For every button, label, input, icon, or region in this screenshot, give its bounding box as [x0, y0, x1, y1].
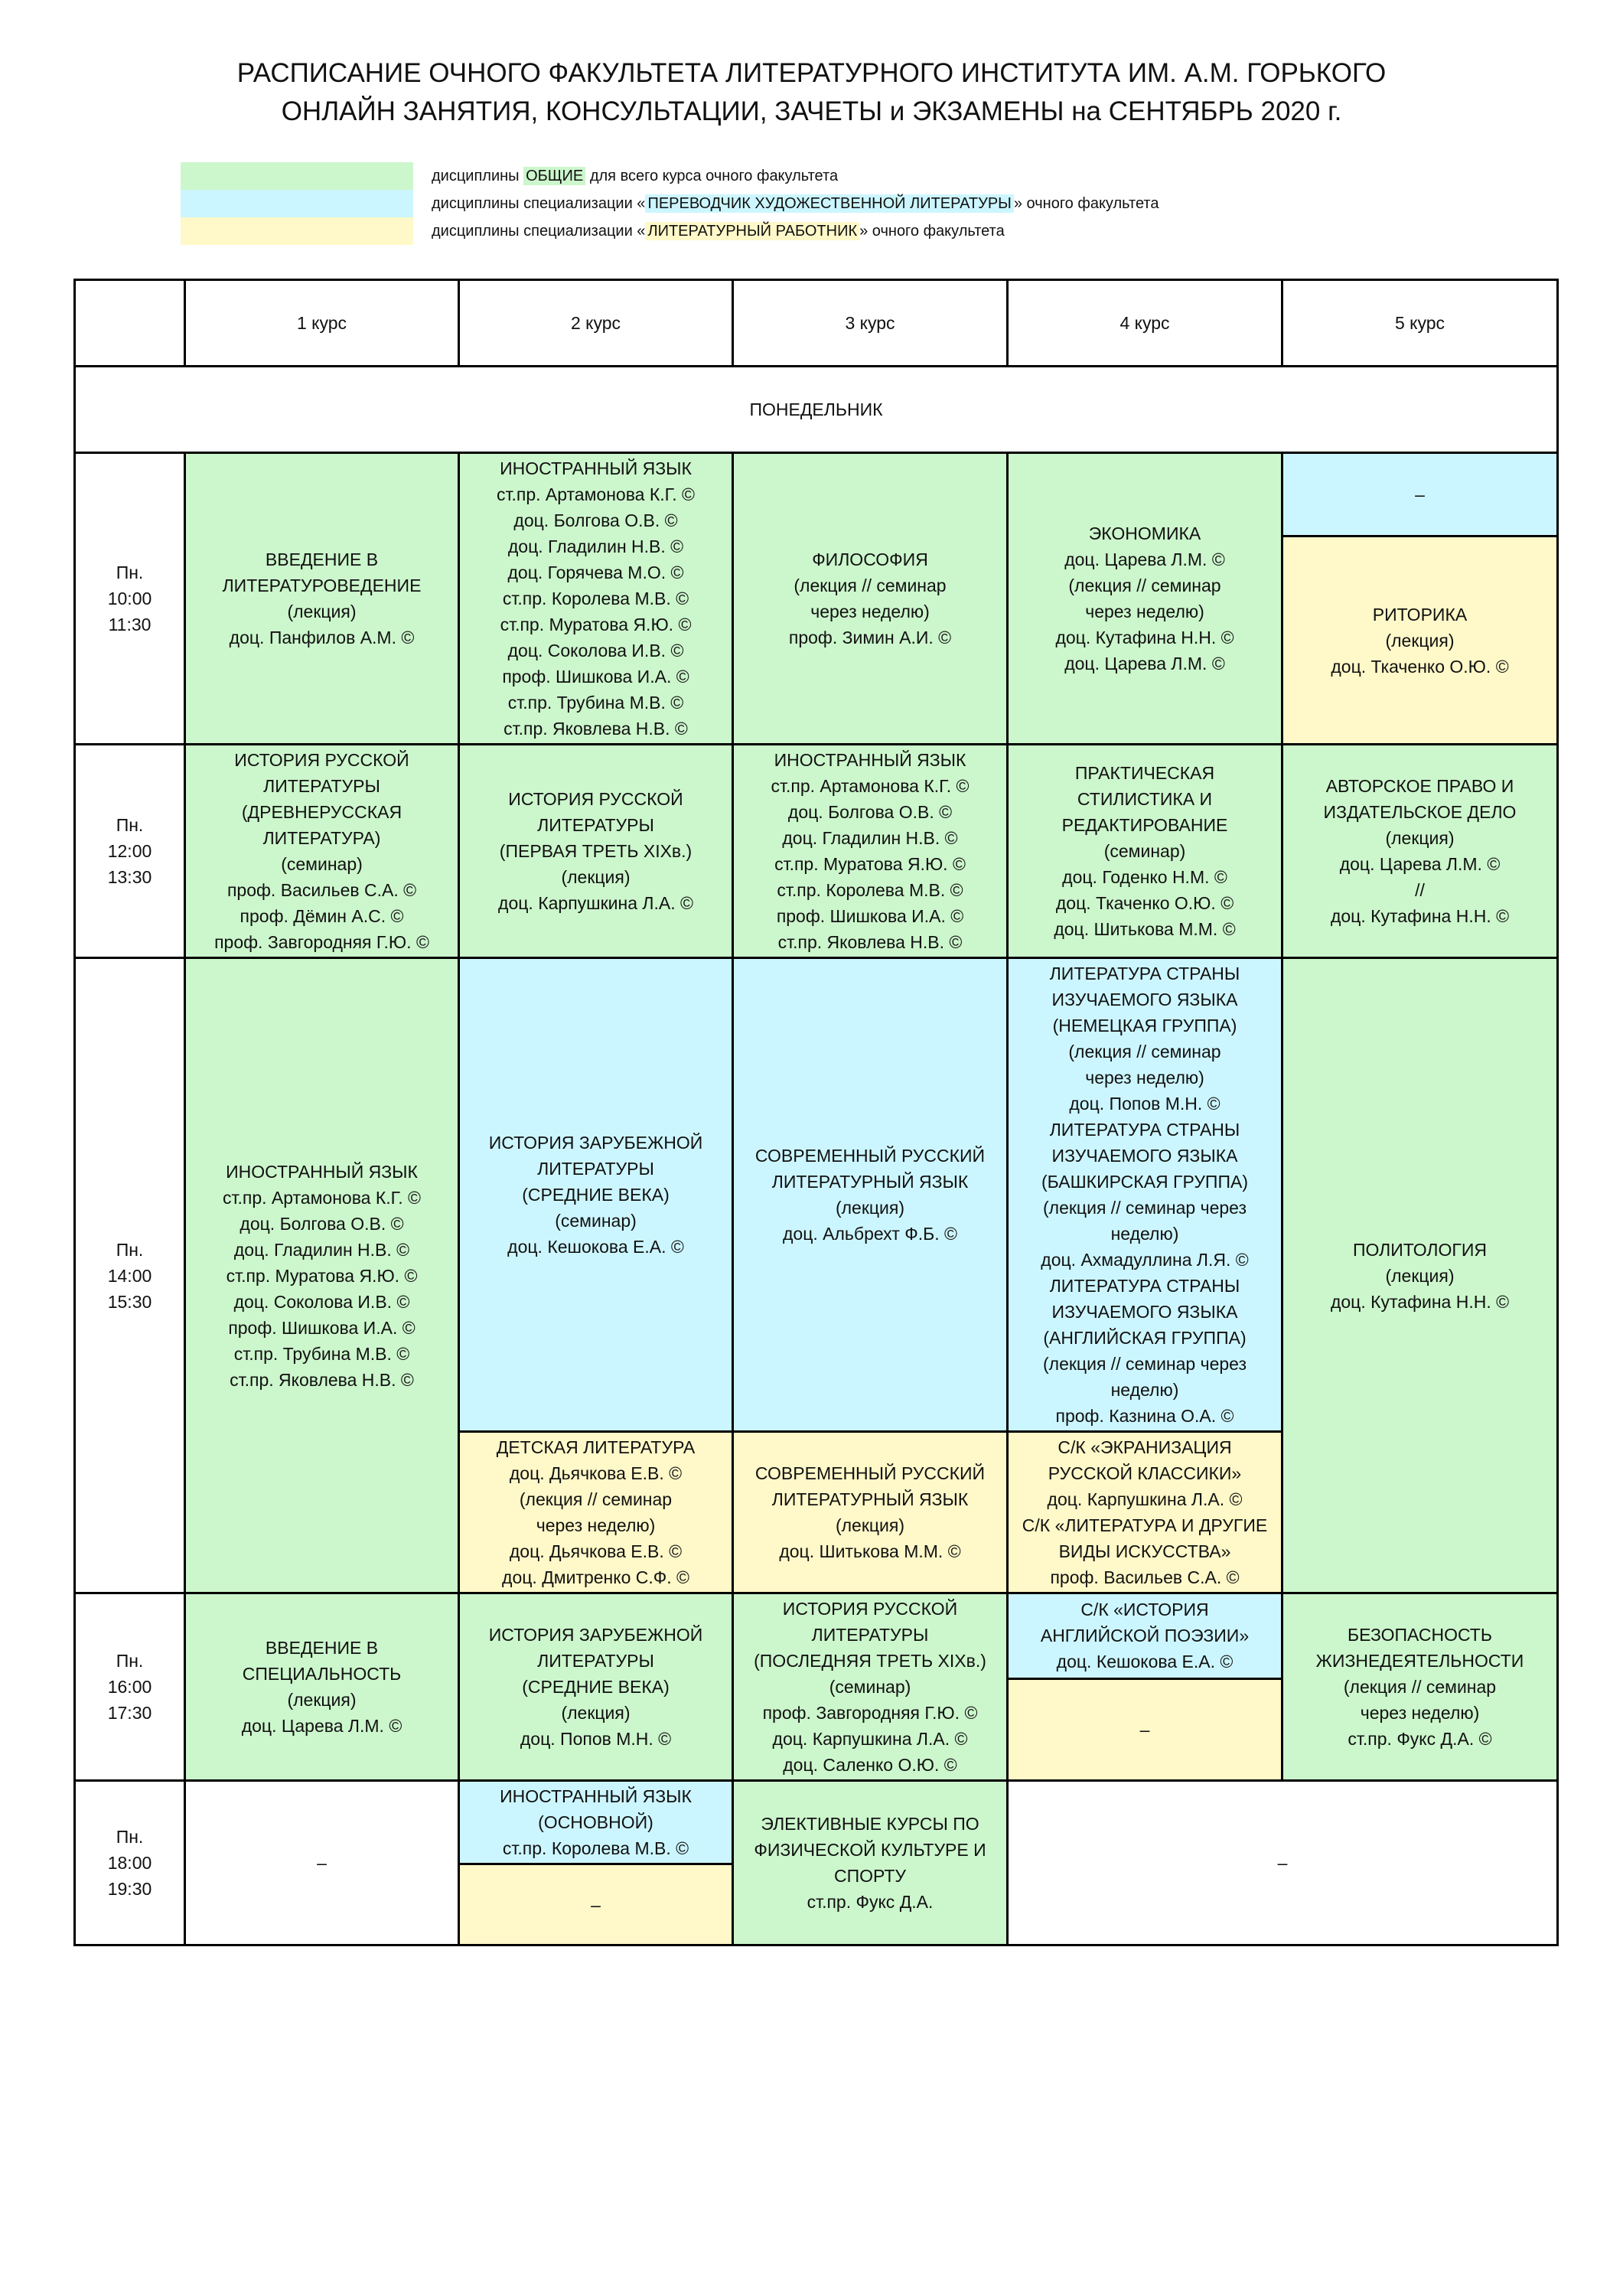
legend-swatch-translator	[181, 190, 413, 217]
cell-line: –	[1277, 1853, 1288, 1873]
cell-line: доц. Болгова О.В. ©	[240, 1213, 404, 1234]
cell-line: АВТОРСКОЕ ПРАВО И	[1325, 776, 1514, 796]
schedule-cell	[1008, 453, 1282, 745]
cell-line: 14:00	[107, 1265, 152, 1286]
cell-line: ЛИТЕРАТУРОВЕДЕНИЕ	[222, 576, 422, 595]
cell-line: доц. Дмитренко С.Ф. ©	[502, 1567, 689, 1587]
cell-line: (лекция)	[1385, 1265, 1455, 1286]
cell-line: доц. Карпушкина Л.А. ©	[498, 893, 693, 913]
cell-line: ИСТОРИЯ РУССКОЙ	[234, 750, 409, 770]
cell-line: СОВРЕМЕННЫЙ РУССКИЙ	[754, 1146, 986, 1166]
cell-line: ЛИТЕРАТУРНЫЙ ЯЗЫК	[771, 1172, 969, 1192]
cell-line: ст.пр. Королева М.В. ©	[502, 589, 689, 608]
cell-line: (лекция // семинар через	[1043, 1354, 1247, 1374]
cell-line: ИНОСТРАННЫЙ ЯЗЫК	[774, 750, 966, 770]
cell-line: ст.пр. Муратова Я.Ю. ©	[774, 854, 966, 874]
cell-line: ст.пр. Яковлева Н.В. ©	[504, 719, 688, 739]
cell-line: ст.пр. Артамонова К.Г. ©	[771, 776, 970, 796]
schedule-cell	[733, 958, 1008, 1432]
cell-line: доц. Попов М.Н. ©	[1069, 1094, 1221, 1114]
legend-item-translator	[181, 190, 1159, 217]
cell-line: С/К «ЭКРАНИЗАЦИЯ	[1058, 1437, 1232, 1457]
cell-line: ИЗДАТЕЛЬСКОЕ ДЕЛО	[1323, 802, 1517, 822]
cell-line: ЖИЗНЕДЕЯТЕЛЬНОСТИ	[1315, 1651, 1524, 1671]
cell-line: (лекция)	[1385, 828, 1455, 848]
header-course-1: 1 курс	[185, 280, 459, 367]
cell-line: проф. Шишкова И.А. ©	[502, 667, 689, 687]
cell-line: доц. Соколова И.В. ©	[507, 641, 684, 660]
legend-label: дисциплины специализации « ПЕРЕВОДЧИК ХУДОЖЕСТВЕННОЙ ЛИТЕРАТУРЫ » очного факультета	[432, 194, 1159, 212]
cell-line: проф. Зимин А.И. ©	[788, 628, 952, 647]
cell-line: 11:30	[108, 615, 152, 634]
cell-line: ЭКОНОМИКА	[1088, 523, 1201, 543]
cell-line: (лекция)	[287, 1690, 357, 1710]
cell-line: 17:30	[107, 1703, 152, 1723]
time-slot	[75, 453, 185, 745]
cell-line: через неделю)	[1085, 602, 1204, 621]
cell-line: (ПОСЛЕДНЯЯ ТРЕТЬ XIXв.)	[754, 1651, 986, 1671]
cell-line: 10:00	[107, 589, 152, 608]
cell-line: 13:30	[107, 867, 152, 887]
cell-line: БЕЗОПАСНОСТЬ	[1348, 1625, 1492, 1645]
header-row	[75, 280, 1558, 367]
schedule-cell-empty	[1008, 1678, 1282, 1780]
cell-line: ВВЕДЕНИЕ В	[265, 550, 379, 569]
schedule-cell	[1282, 745, 1558, 958]
cell-line: ДЕТСКАЯ ЛИТЕРАТУРА	[496, 1437, 696, 1457]
page-title-line-1: РАСПИСАНИЕ ОЧНОГО ФАКУЛЬТЕТА ЛИТЕРАТУРНОГО ИНСТИТУТА ИМ. А.М. ГОРЬКОГО	[236, 58, 1387, 88]
schedule-cell	[1282, 958, 1558, 1593]
cell-line: доц. Попов М.Н. ©	[520, 1729, 672, 1749]
cell-line: ЭЛЕКТИВНЫЕ КУРСЫ ПО	[761, 1814, 979, 1834]
cell-line: –	[1415, 484, 1425, 505]
legend-item-literary-worker	[181, 217, 1005, 245]
cell-line: доц. Карпушкина Л.А. ©	[772, 1729, 968, 1749]
cell-line: (НЕМЕЦКАЯ ГРУППА)	[1052, 1016, 1237, 1035]
cell-line: (СРЕДНИЕ ВЕКА)	[522, 1677, 670, 1697]
cell-line: ст.пр. Трубина М.В. ©	[233, 1343, 410, 1364]
schedule-cell	[185, 745, 459, 958]
table-row	[75, 745, 1558, 958]
cell-line: проф. Завгородняя Г.Ю. ©	[762, 1703, 978, 1723]
cell-line: Пн.	[116, 563, 144, 582]
cell-line: доц. Карпушкина Л.А. ©	[1047, 1489, 1243, 1509]
schedule-cell	[1008, 958, 1282, 1432]
cell-line: 15:30	[107, 1291, 152, 1312]
cell-line: неделю)	[1110, 1224, 1179, 1244]
cell-line: (ПЕРВАЯ ТРЕТЬ XIXв.)	[499, 841, 693, 861]
cell-line: Пн.	[116, 1239, 144, 1260]
schedule-cell-empty	[459, 1864, 733, 1945]
cell-line: ЛИТЕРАТУРЫ	[811, 1625, 929, 1645]
cell-line: доц. Дьячкова Е.В. ©	[509, 1463, 683, 1483]
cell-line: ИСТОРИЯ РУССКОЙ	[508, 789, 683, 809]
cell-line: ст.пр. Яковлева Н.В. ©	[230, 1369, 414, 1390]
cell-line: ИСТОРИЯ РУССКОЙ	[782, 1599, 958, 1619]
page-title-line-2: ОНЛАЙН ЗАНЯТИЯ, КОНСУЛЬТАЦИИ, ЗАЧЕТЫ и ЭКЗАМЕНЫ на СЕНТЯБРЬ 2020 г.	[281, 96, 1342, 126]
cell-line: ст.пр. Яковлева Н.В. ©	[777, 932, 963, 952]
cell-line: (лекция)	[835, 1515, 905, 1535]
cell-line: ЛИТЕРАТУРЫ	[537, 1159, 654, 1179]
cell-line: проф. Васильев С.А. ©	[227, 880, 417, 900]
cell-line: РЕДАКТИРОВАНИЕ	[1061, 815, 1228, 835]
cell-line: проф. Шишкова И.А. ©	[228, 1317, 416, 1338]
cell-line: ФИЛОСОФИЯ	[812, 550, 928, 569]
cell-line: РИТОРИКА	[1372, 604, 1468, 625]
cell-line: ИСТОРИЯ ЗАРУБЕЖНОЙ	[488, 1625, 703, 1645]
cell-line: доц. Кутафина Н.Н. ©	[1055, 628, 1234, 647]
cell-line: (лекция)	[561, 1703, 631, 1723]
cell-line: (ДРЕВНЕРУССКАЯ	[241, 802, 402, 822]
cell-line: проф. Васильев С.А. ©	[1050, 1567, 1240, 1587]
cell-line: доц. Горячева М.О. ©	[507, 563, 684, 582]
cell-line: доц. Гладилин Н.В. ©	[507, 536, 684, 556]
day-row	[75, 367, 1558, 453]
schedule-cell	[1008, 745, 1282, 958]
cell-line: ст.пр. Королева М.В. ©	[502, 1838, 689, 1858]
cell-line: доц. Кутафина Н.Н. ©	[1330, 1291, 1510, 1312]
schedule-cell	[185, 958, 459, 1593]
time-slot	[75, 1593, 185, 1781]
cell-line: Пн.	[116, 815, 144, 835]
cell-line: (лекция // семинар	[794, 576, 947, 595]
cell-line: доц. Ткаченко О.Ю. ©	[1055, 893, 1234, 913]
cell-line: через неделю)	[536, 1515, 656, 1535]
cell-line: доц. Болгова О.В. ©	[513, 510, 678, 530]
cell-line: доц. Болгова О.В. ©	[787, 802, 953, 822]
schedule-cell-empty	[185, 1781, 459, 1945]
day-label: ПОНЕДЕЛЬНИК	[75, 367, 1558, 453]
cell-line: ЛИТЕРАТУРЫ	[537, 1651, 654, 1671]
schedule-cell-empty	[1008, 1781, 1558, 1945]
schedule-cell	[733, 745, 1008, 958]
cell-line: ЛИТЕРАТУРА)	[262, 828, 381, 848]
cell-line: ПРАКТИЧЕСКАЯ	[1074, 763, 1215, 783]
cell-line: доц. Панфилов А.М. ©	[229, 628, 415, 647]
cell-line: 19:30	[107, 1879, 152, 1899]
cell-line: доц. Шитькова М.М. ©	[779, 1541, 961, 1561]
cell-line: доц. Гладилин Н.В. ©	[782, 828, 958, 848]
legend-item-general	[181, 162, 838, 190]
legend-swatch-literary-worker	[181, 217, 413, 245]
schedule-cell	[1008, 1432, 1282, 1593]
table-row	[75, 453, 1558, 536]
cell-line: 12:00	[107, 841, 152, 861]
time-slot	[75, 1781, 185, 1945]
cell-line: ст.пр. Артамонова К.Г. ©	[497, 484, 695, 504]
cell-line: АНГЛИЙСКОЙ ПОЭЗИИ»	[1040, 1626, 1250, 1646]
cell-line: ЛИТЕРАТУРЫ	[263, 776, 380, 796]
cell-line: через неделю)	[1085, 1068, 1204, 1088]
cell-line: доц. Саленко О.Ю. ©	[783, 1755, 957, 1775]
cell-line: (АНГЛИЙСКАЯ ГРУППА)	[1043, 1328, 1247, 1348]
cell-line: ЛИТЕРАТУРЫ	[537, 815, 654, 835]
schedule-cell	[459, 745, 733, 958]
schedule-cell	[185, 1593, 459, 1781]
schedule-cell	[459, 1781, 733, 1864]
cell-line: доц. Ткаченко О.Ю. ©	[1331, 656, 1509, 677]
cell-line: доц. Царева Л.М. ©	[241, 1716, 402, 1736]
cell-line: ст.пр. Артамонова К.Г. ©	[223, 1187, 421, 1208]
header-course-4: 4 курс	[1008, 280, 1282, 367]
cell-line: ИНОСТРАННЫЙ ЯЗЫК	[500, 1786, 692, 1806]
legend-swatch-general	[181, 162, 413, 190]
cell-line: (лекция // семинар	[1343, 1677, 1497, 1697]
cell-line: доц. Дьячкова Е.В. ©	[509, 1541, 683, 1561]
cell-line: ЛИТЕРАТУРА СТРАНЫ	[1049, 964, 1240, 983]
cell-line: –	[317, 1853, 327, 1873]
legend-label: дисциплины ОБЩИЕ для всего курса очного факультета	[432, 167, 839, 184]
cell-line: Пн.	[116, 1651, 144, 1671]
header-course-2: 2 курс	[459, 280, 733, 367]
cell-line: РУССКОЙ КЛАССИКИ»	[1048, 1463, 1242, 1483]
cell-line: доц. Кешокова Е.А. ©	[1056, 1652, 1234, 1672]
schedule-table	[73, 279, 1559, 1946]
cell-line: ИНОСТРАННЫЙ ЯЗЫК	[226, 1161, 418, 1182]
schedule-cell	[459, 1432, 733, 1593]
schedule-cell	[185, 453, 459, 745]
cell-line: СТИЛИСТИКА И	[1077, 789, 1213, 809]
cell-line: (семинар)	[281, 854, 363, 874]
cell-line: Пн.	[116, 1827, 144, 1847]
cell-line: доц. Кешокова Е.А. ©	[507, 1237, 684, 1257]
cell-line: (семинар)	[555, 1211, 637, 1231]
schedule-cell	[733, 1432, 1008, 1593]
cell-line: доц. Соколова И.В. ©	[233, 1291, 410, 1312]
table-row	[75, 1593, 1558, 1679]
cell-line: ст.пр. Муратова Я.Ю. ©	[500, 615, 692, 634]
cell-line: ПОЛИТОЛОГИЯ	[1352, 1239, 1487, 1260]
cell-line: доц. Царева Л.М. ©	[1339, 854, 1501, 874]
time-slot	[75, 958, 185, 1593]
cell-line: доц. Альбрехт Ф.Б. ©	[782, 1224, 958, 1244]
cell-line: доц. Кутафина Н.Н. ©	[1330, 906, 1510, 926]
cell-line: СПЕЦИАЛЬНОСТЬ	[242, 1664, 402, 1684]
cell-line: проф. Казнина О.А. ©	[1055, 1406, 1234, 1426]
cell-line: ИЗУЧАЕМОГО ЯЗЫКА	[1051, 990, 1238, 1009]
schedule-cell	[459, 958, 733, 1432]
cell-line: ст.пр. Трубина М.В. ©	[507, 693, 684, 713]
cell-line: ст.пр. Муратова Я.Ю. ©	[226, 1265, 418, 1286]
cell-line: (лекция)	[835, 1198, 905, 1218]
cell-line: 16:00	[107, 1677, 152, 1697]
header-course-3: 3 курс	[733, 280, 1008, 367]
cell-line: ВВЕДЕНИЕ В	[265, 1638, 379, 1658]
cell-line: (лекция)	[287, 602, 357, 621]
schedule-cell	[459, 453, 733, 745]
cell-line: СПОРТУ	[834, 1866, 906, 1886]
cell-line: (ОСНОВНОЙ)	[538, 1812, 653, 1832]
table-row	[75, 1781, 1558, 1864]
cell-line: //	[1415, 880, 1425, 900]
table-row	[75, 958, 1558, 1432]
cell-line: проф. Дёмин А.С. ©	[240, 906, 404, 926]
cell-line: (БАШКИРСКАЯ ГРУППА)	[1041, 1172, 1248, 1192]
cell-line: ИЗУЧАЕМОГО ЯЗЫКА	[1051, 1146, 1238, 1166]
cell-line: (лекция // семинар	[1068, 576, 1221, 595]
cell-line: ст.пр. Королева М.В. ©	[777, 880, 963, 900]
cell-line: (семинар)	[829, 1677, 911, 1697]
cell-line: проф. Завгородняя Г.Ю. ©	[214, 932, 429, 952]
cell-line: доц. Царева Л.М. ©	[1064, 654, 1225, 673]
cell-line: ВИДЫ ИСКУССТВА»	[1058, 1541, 1231, 1561]
cell-line: доц. Годенко Н.М. ©	[1062, 867, 1227, 887]
cell-line: ЛИТЕРАТУРА СТРАНЫ	[1049, 1276, 1240, 1296]
schedule-cell	[1282, 536, 1558, 745]
schedule-cell-empty	[1282, 453, 1558, 536]
header-corner	[75, 280, 185, 367]
cell-line: ИНОСТРАННЫЙ ЯЗЫК	[500, 458, 692, 478]
header-course-5: 5 курс	[1282, 280, 1558, 367]
cell-line: ИЗУЧАЕМОГО ЯЗЫКА	[1051, 1302, 1238, 1322]
cell-line: (семинар)	[1103, 841, 1186, 861]
cell-line: неделю)	[1110, 1380, 1179, 1400]
schedule-cell	[1008, 1593, 1282, 1679]
cell-line: (лекция // семинар через	[1043, 1198, 1247, 1218]
cell-line: ФИЗИЧЕСКОЙ КУЛЬТУРЕ И	[754, 1840, 986, 1860]
cell-line: С/К «ЛИТЕРАТУРА И ДРУГИЕ	[1022, 1515, 1268, 1535]
cell-line: доц. Ахмадуллина Л.Я. ©	[1041, 1250, 1249, 1270]
cell-line: доц. Царева Л.М. ©	[1064, 550, 1225, 569]
cell-line: ЛИТЕРАТУРА СТРАНЫ	[1049, 1120, 1240, 1140]
cell-line: доц. Шитькова М.М. ©	[1054, 919, 1236, 939]
cell-line: ст.пр. Фукс Д.А.	[807, 1892, 934, 1912]
cell-line: –	[1139, 1719, 1150, 1740]
cell-line: ИСТОРИЯ ЗАРУБЕЖНОЙ	[488, 1133, 703, 1153]
cell-line: (лекция)	[1385, 630, 1455, 651]
legend-label: дисциплины специализации « ЛИТЕРАТУРНЫЙ РАБОТНИК » очного факультета	[432, 222, 1005, 240]
schedule-cell	[733, 1781, 1008, 1945]
schedule-cell	[459, 1593, 733, 1781]
cell-line: СОВРЕМЕННЫЙ РУССКИЙ	[754, 1463, 986, 1483]
cell-line: (лекция)	[561, 867, 631, 887]
schedule-cell	[733, 453, 1008, 745]
cell-line: –	[591, 1894, 601, 1915]
cell-line: ЛИТЕРАТУРНЫЙ ЯЗЫК	[771, 1489, 969, 1509]
cell-line: через неделю)	[810, 602, 930, 621]
cell-line: через неделю)	[1360, 1703, 1480, 1723]
time-slot	[75, 745, 185, 958]
cell-line: (СРЕДНИЕ ВЕКА)	[522, 1185, 670, 1205]
cell-line: ст.пр. Фукс Д.А. ©	[1348, 1729, 1492, 1749]
cell-line: доц. Гладилин Н.В. ©	[233, 1239, 410, 1260]
cell-line: (лекция // семинар	[1068, 1042, 1221, 1062]
cell-line: 18:00	[107, 1853, 152, 1873]
cell-line: С/К «ИСТОРИЯ	[1080, 1600, 1209, 1620]
cell-line: (лекция // семинар	[519, 1489, 673, 1509]
schedule-cell	[1282, 1593, 1558, 1781]
schedule-cell	[733, 1593, 1008, 1781]
cell-line: проф. Шишкова И.А. ©	[776, 906, 964, 926]
